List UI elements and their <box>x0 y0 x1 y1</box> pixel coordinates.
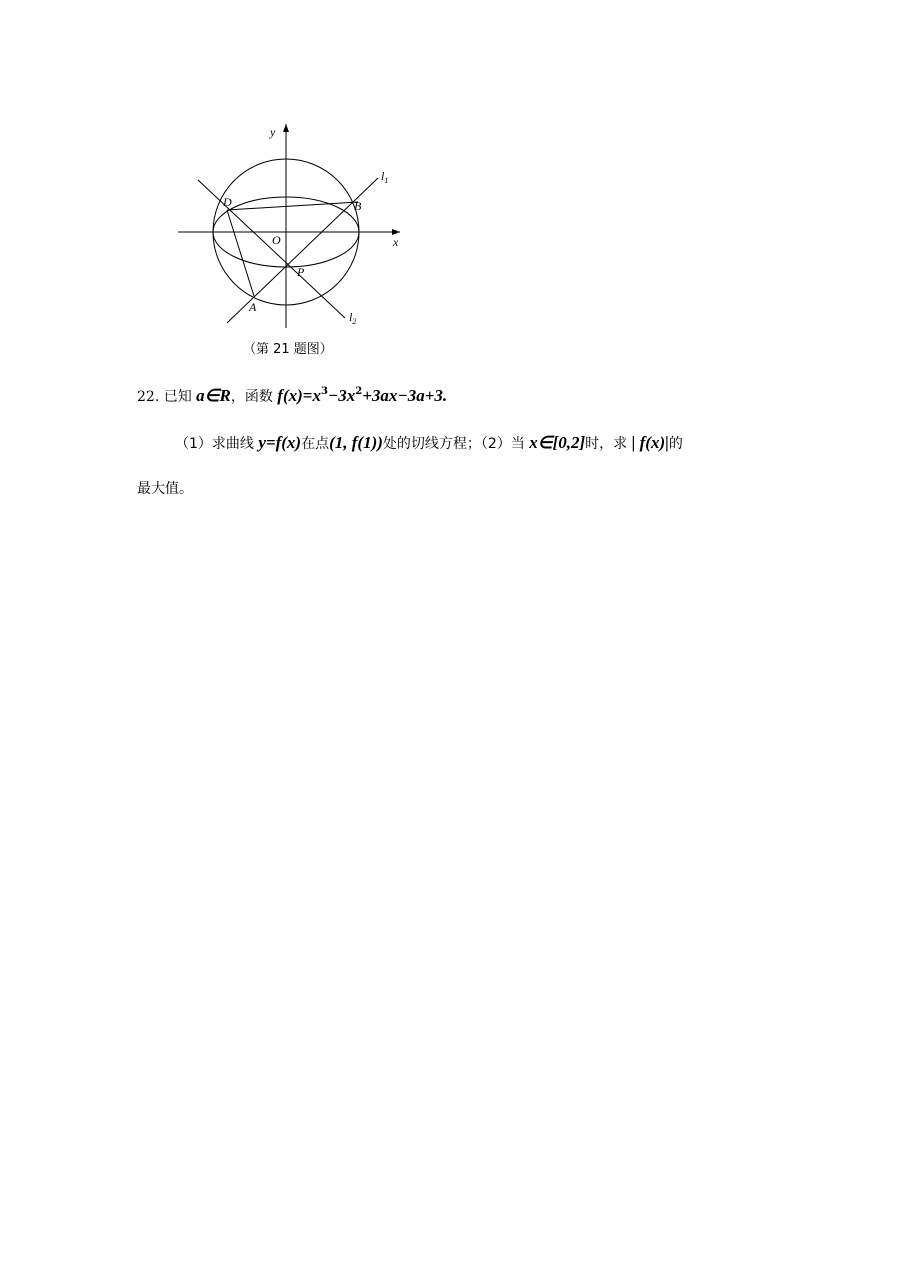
when-text: 时，求 <box>585 436 628 452</box>
term-rest: +3ax−3a+3. <box>362 386 448 405</box>
label-O: O <box>272 233 281 247</box>
comma-text: ，函数 <box>230 389 273 405</box>
abs-expression: | f(x)| <box>631 433 669 452</box>
geometry-figure <box>170 118 410 333</box>
segment-DA <box>227 210 254 296</box>
term-x3: x <box>312 386 321 405</box>
problem-22-parts <box>175 433 683 453</box>
term-3x2: −3x <box>327 386 356 405</box>
label-B: B <box>354 199 362 213</box>
line-l2 <box>198 180 345 318</box>
domain-expression: x∈[0,2] <box>529 433 586 452</box>
exponent-2: 2 <box>355 386 363 397</box>
y-axis-arrow <box>283 124 289 132</box>
label-l1: $l_1$ <box>381 169 389 185</box>
label-P: P <box>297 265 305 279</box>
segment-DB <box>227 202 358 210</box>
point-expression: (1, f(1)) <box>329 433 383 452</box>
figure-svg <box>170 118 410 333</box>
of-text: 的 <box>668 436 683 452</box>
part2-label: （2）当 <box>480 436 525 452</box>
at-point-text: 在点 <box>301 436 330 452</box>
problem-22-statement <box>137 386 447 406</box>
label-A: A <box>249 300 257 314</box>
intro-text: 已知 <box>163 389 192 405</box>
part1-label: （1）求曲线 <box>175 436 254 452</box>
label-l2: $l_2$ <box>349 310 357 326</box>
exponent-3: 3 <box>320 386 328 397</box>
problem-number: 22. <box>137 389 160 405</box>
function-lhs: f(x) <box>277 386 303 405</box>
problem-22-ending: 最大值。 <box>137 481 193 497</box>
tangent-text: 处的切线方程； <box>382 436 481 452</box>
label-D: D <box>223 195 232 209</box>
figure-caption: （第 21 题图） <box>243 342 333 357</box>
curve-equation: y=f(x) <box>258 433 302 452</box>
label-x: x <box>393 235 399 249</box>
label-y: y <box>270 125 276 139</box>
equals-sign: = <box>302 386 313 405</box>
condition-a-in-R: a∈R <box>196 386 231 405</box>
